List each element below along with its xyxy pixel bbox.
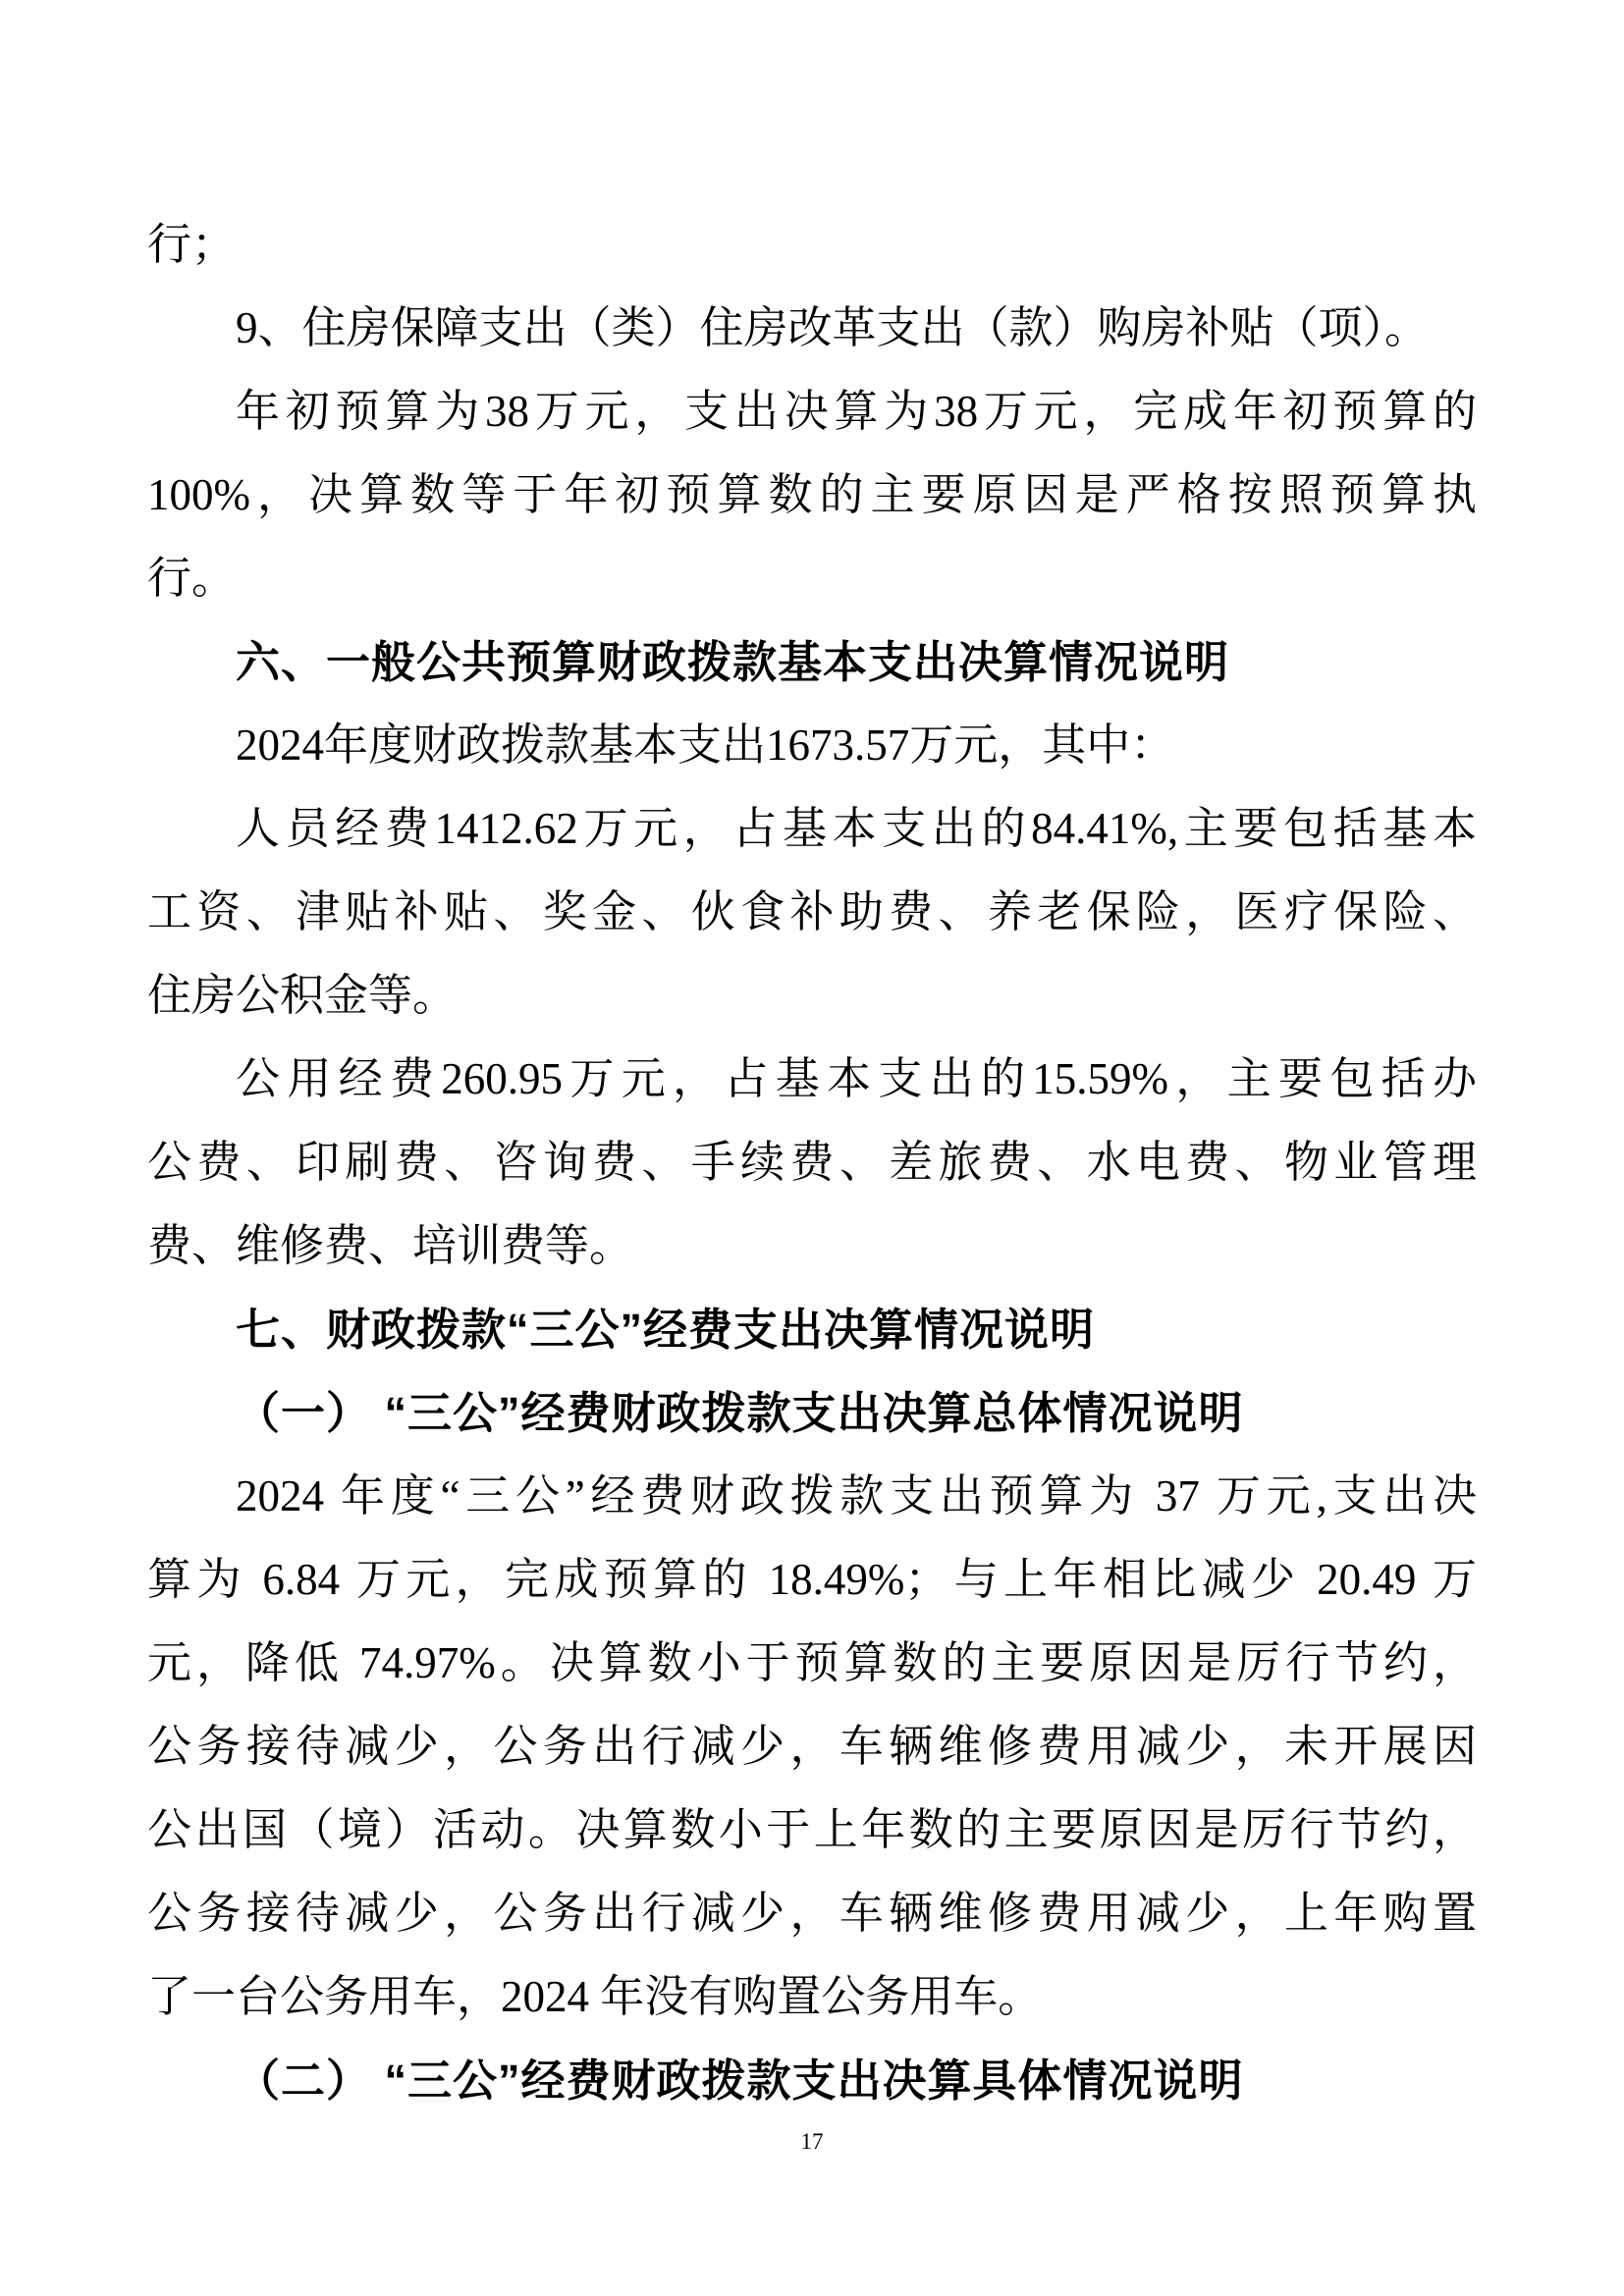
- text-line: 人员经费1412.62万元，占基本支出的84.41%,主要包括基本: [236, 804, 1477, 853]
- text-line: 算为 6.84 万元，完成预算的 18.49%；与上年相比减少 20.49 万: [147, 1555, 1477, 1604]
- text-line-paragraph-end: 住房公积金等。: [147, 971, 458, 1020]
- text-line: 公务接待减少，公务出行减少，车辆维修费用减少，上年购置: [147, 1889, 1477, 1938]
- section-heading-7: 七、财政拨款“三公”经费支出决算情况说明: [236, 1305, 1096, 1355]
- text-line-paragraph-end: 了一台公务用车，2024 年没有购置公务用车。: [147, 1972, 1043, 2021]
- document-body: [147, 203, 1477, 2122]
- subsection-heading-7-2: （二） “三公”经费财政拨款支出决算具体情况说明: [236, 2056, 1244, 2106]
- text-line: 元，降低 74.97%。决算数小于预算数的主要原因是厉行节约，: [147, 1638, 1477, 1687]
- text-line: 公费、印刷费、咨询费、手续费、差旅费、水电费、物业管理: [147, 1138, 1477, 1187]
- text-line-item-9: 9、住房保障支出（类）住房改革支出（款）购房补贴（项）。: [236, 303, 1430, 352]
- text-line: 100%，决算数等于年初预算数的主要原因是严格按照预算执: [147, 470, 1477, 519]
- text-line: 公务接待减少，公务出行减少，车辆维修费用减少，未开展因: [147, 1722, 1477, 1771]
- text-line: 公用经费260.95万元，占基本支出的15.59%，主要包括办: [236, 1054, 1477, 1103]
- text-line: 年初预算为38万元，支出决算为38万元，完成年初预算的: [236, 387, 1477, 436]
- text-line-paragraph-end: 行；: [147, 220, 237, 269]
- page-number: 17: [800, 2129, 824, 2154]
- text-line: 工资、津贴补贴、奖金、伙食补助费、养老保险，医疗保险、: [147, 887, 1477, 936]
- text-line-paragraph-end: 费、维修费、培训费等。: [147, 1221, 634, 1270]
- text-line: 2024年度财政拨款基本支出1673.57万元，其中：: [236, 721, 1175, 770]
- text-line: 2024 年度“三公”经费财政拨款支出预算为 37 万元,支出决: [236, 1471, 1477, 1521]
- section-heading-6: 六、一般公共预算财政拨款基本支出决算情况说明: [236, 637, 1230, 687]
- text-line: 公出国（境）活动。决算数小于上年数的主要原因是厉行节约，: [147, 1805, 1477, 1854]
- subsection-heading-7-1: （一） “三公”经费财政拨款支出决算总体情况说明: [236, 1388, 1244, 1438]
- text-line-paragraph-end: 行。: [147, 554, 237, 603]
